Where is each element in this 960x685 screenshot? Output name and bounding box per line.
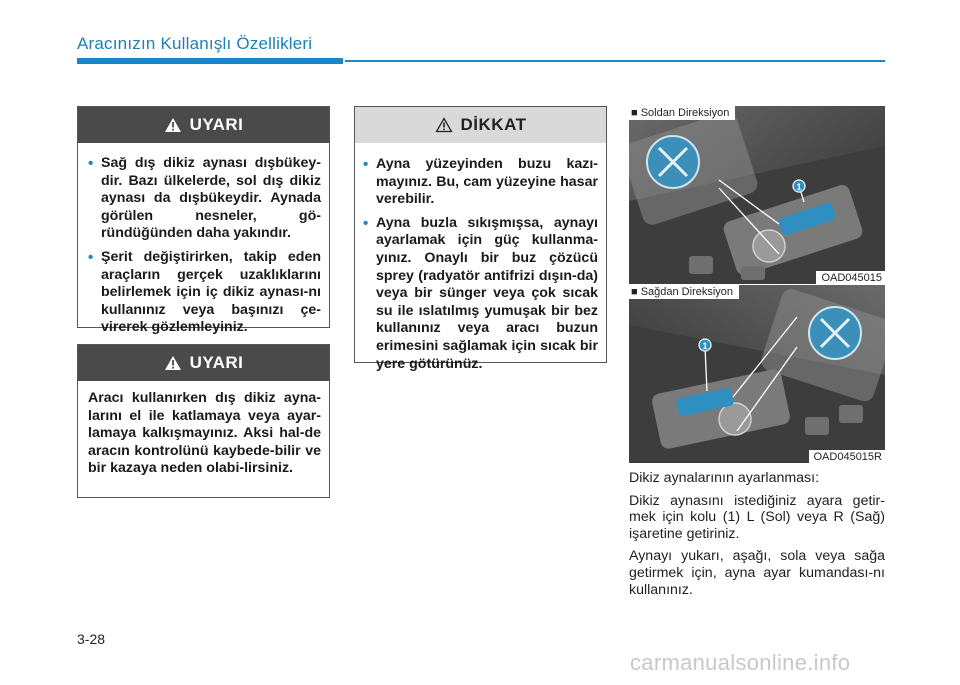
caution-box-title: DİKKAT (460, 115, 527, 134)
body-text (629, 470, 885, 604)
warning-box-1-title: UYARI (189, 115, 244, 134)
page-number: 3-28 (77, 631, 106, 647)
callout-number: 1 (796, 182, 802, 192)
mirror-switch-photo-rhd (629, 285, 885, 463)
caution-box-list (355, 143, 606, 373)
mirror-switch-illustration (629, 106, 885, 284)
body-paragraph-1: Dikiz aynasını istediğiniz ayara getir-mek için kolu (1) L (Sol) veya R (Sağ) işaretine getiriniz. (629, 492, 885, 542)
body-heading: Dikiz aynalarının ayarlanması: (629, 470, 820, 486)
mirror-switch-illustration (629, 285, 885, 463)
warning-box-2-title: UYARI (189, 353, 244, 372)
list-item: • Sağ dış dikiz aynası dışbükey-dir. Bazı ülkelerde, sol dış dikiz aynası da dışbükeydir. Aynada görülen nesneler, gö-ründüğünden daha yakındır. (88, 155, 321, 242)
caution-box-header (355, 107, 606, 143)
figure-1-label: ■ Soldan Direksiyon (629, 106, 735, 120)
warning-box-2-header (78, 345, 329, 381)
list-item: • Şerit değiştirirken, takip eden araçların gerçek uzaklıklarını belirlemek için iç dikiz aynası-nı kullanınız veya başınızı çe-virerek gözlemleyiniz. (88, 248, 321, 336)
callout-number: 1 (702, 341, 708, 351)
caution-box (354, 106, 607, 372)
list-item: • Ayna yüzeyinden buzu kazı-mayınız. Bu, cam yüzeyine hasar verebilir. (363, 156, 598, 208)
mirror-switch-photo-lhd (629, 106, 885, 284)
figure-1-code: OAD045015 (816, 271, 885, 284)
warning-box-2 (77, 344, 330, 498)
figure-2-code: OAD045015R (809, 450, 886, 463)
header-rule (345, 60, 885, 62)
warning-triangle-icon (164, 117, 182, 133)
section-title: Aracınızın Kullanışlı Özellikleri (77, 34, 313, 53)
warning-box-2-text: Aracı kullanırken dış dikiz ayna-larını el ile katlamaya veya ayar-lamaya kalkışmayınız. Aksi hal-de aracın kontrolünü kaybede-bilir ve bir kazaya neden olabi-lirsiniz. (88, 390, 321, 477)
watermark: carmanualsonline.info (630, 650, 851, 675)
warning-box-1-list (78, 143, 329, 337)
body-paragraph-2: Aynayı yukarı, aşağı, sola veya sağa getirmek için, ayna ayar kumandası-nı kullanınız. (629, 548, 885, 598)
caution-triangle-icon (435, 117, 453, 133)
warning-box-1-header (78, 107, 329, 143)
list-item: • Ayna buzla sıkışmışsa, aynayı ayarlamak için güç kullanma-yınız. Onaylı bir buz çözücü sprey (radyatör antifrizi dışın-da) veya bir sünger veya çok sıcak su ile ıslatılmış yumuşak bir bez kullanınız veya aracı buzun erimesini sağlamak için sıcak bir yere götürünüz. (363, 214, 598, 372)
figure-2-label: ■ Sağdan Direksiyon (629, 285, 739, 299)
header-accent-bar (77, 58, 343, 64)
warning-box-1 (77, 106, 330, 336)
warning-triangle-icon (164, 355, 182, 371)
